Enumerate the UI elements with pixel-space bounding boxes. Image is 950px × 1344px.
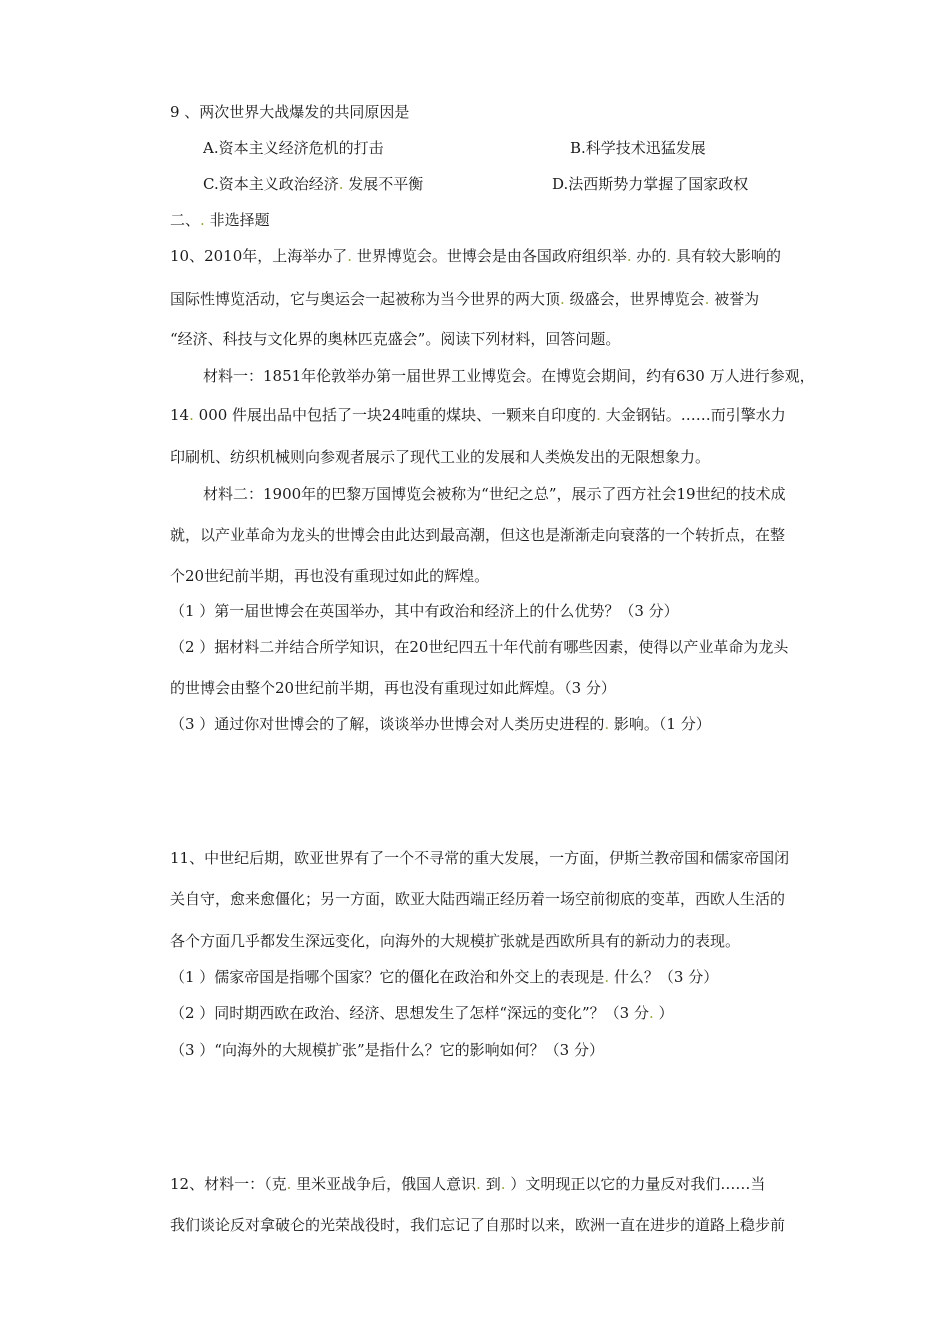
q11-intro-line-2: 关自守，愈来愈僵化；另一方面，欧亚大陆西端正经历着一场空前彻底的变革，西欧人生活的 [170,890,786,908]
q10-material-2-line-3: 个20世纪前半期，再也没有重现过如此的辉煌。 [170,567,490,585]
q10-subquestion-1: （1 ）第一届世博会在英国举办，其中有政治和经济上的什么优势？（3 分） [170,602,679,620]
q9-option-a: A.资本主义经济危机的打击 [203,139,384,157]
q10-material-1-line-1: 材料一：1851年伦敦举办第一届世界工业博览会。在博览会期间，约有630 万人进行参观， [203,367,815,385]
q10-intro-line-1: 10、2010年，上海举办了. 世界博览会。世博会是由各国政府组织举. 办的. 具有较大影响的 [170,247,781,265]
q10-subquestion-3: （3 ）通过你对世博会的了解，谈谈举办世博会对人类历史进程的. 影响。（1 分） [170,715,711,733]
q10-intro-line-3: “经济、科技与文化界的奥林匹克盛会”。阅读下列材料，回答问题。 [170,330,621,348]
q10-subquestion-2-line-1: （2 ）据材料二并结合所学知识，在20世纪四五十年代前有哪些因素，使得以产业革命为龙头 [170,638,789,656]
q10-intro-line-2: 国际性博览活动，它与奥运会一起被称为当今世界的两大顶. 级盛会，世界博览会. 被誉为 [170,290,760,308]
q10-subquestion-2-line-2: 的世博会由整个20世纪前半期，再也没有重现过如此辉煌。（3 分） [170,679,616,697]
q12-material-1-line-2: 我们谈论反对拿破仑的光荣战役时，我们忘记了自那时以来，欧洲一直在进步的道路上稳步前 [170,1216,786,1234]
q9-option-b: B.科学技术迅猛发展 [570,139,706,157]
q10-material-2-line-2: 就，以产业革命为龙头的世博会由此达到最高潮，但这也是渐渐走向衰落的一个转折点，在整 [170,526,786,544]
q11-subquestion-3: （3 ）“向海外的大规模扩张”是指什么？它的影响如何？（3 分） [170,1041,604,1059]
q10-material-1-line-2: 14. 000 件展出品中包括了一块24吨重的煤块、一颗来自印度的. 大金钢钻。……而引擎水力 [170,406,786,424]
q12-material-1-line-1: 12、材料一：（克. 里米亚战争后，俄国人意识. 到. ）文明现正以它的力量反对我们……当 [170,1175,766,1193]
q11-intro-line-1: 11、中世纪后期，欧亚世界有了一个不寻常的重大发展，一方面，伊斯兰教帝国和儒家帝国闭 [170,849,790,867]
q9-stem: 9 、两次世界大战爆发的共同原因是 [170,103,410,121]
q9-option-c: C.资本主义政治经济. 发展不平衡 [203,175,424,193]
section-heading: 二、. 非选择题 [170,211,270,229]
q10-material-2-line-1: 材料二：1900年的巴黎万国博览会被称为“世纪之总”，展示了西方社会19世纪的技术成 [203,485,786,503]
q11-subquestion-2: （2 ）同时期西欧在政治、经济、思想发生了怎样“深远的变化”？（3 分. ） [170,1004,674,1022]
q11-subquestion-1: （1 ）儒家帝国是指哪个国家？它的僵化在政治和外交上的表现是. 什么？（3 分） [170,968,719,986]
q9-option-d: D.法西斯势力掌握了国家政权 [552,175,749,193]
q11-intro-line-3: 各个方面几乎都发生深远变化，向海外的大规模扩张就是西欧所具有的新动力的表现。 [170,932,741,950]
q10-material-1-line-3: 印刷机、纺织机械则向参观者展示了现代工业的发展和人类焕发出的无限想象力。 [170,448,711,466]
